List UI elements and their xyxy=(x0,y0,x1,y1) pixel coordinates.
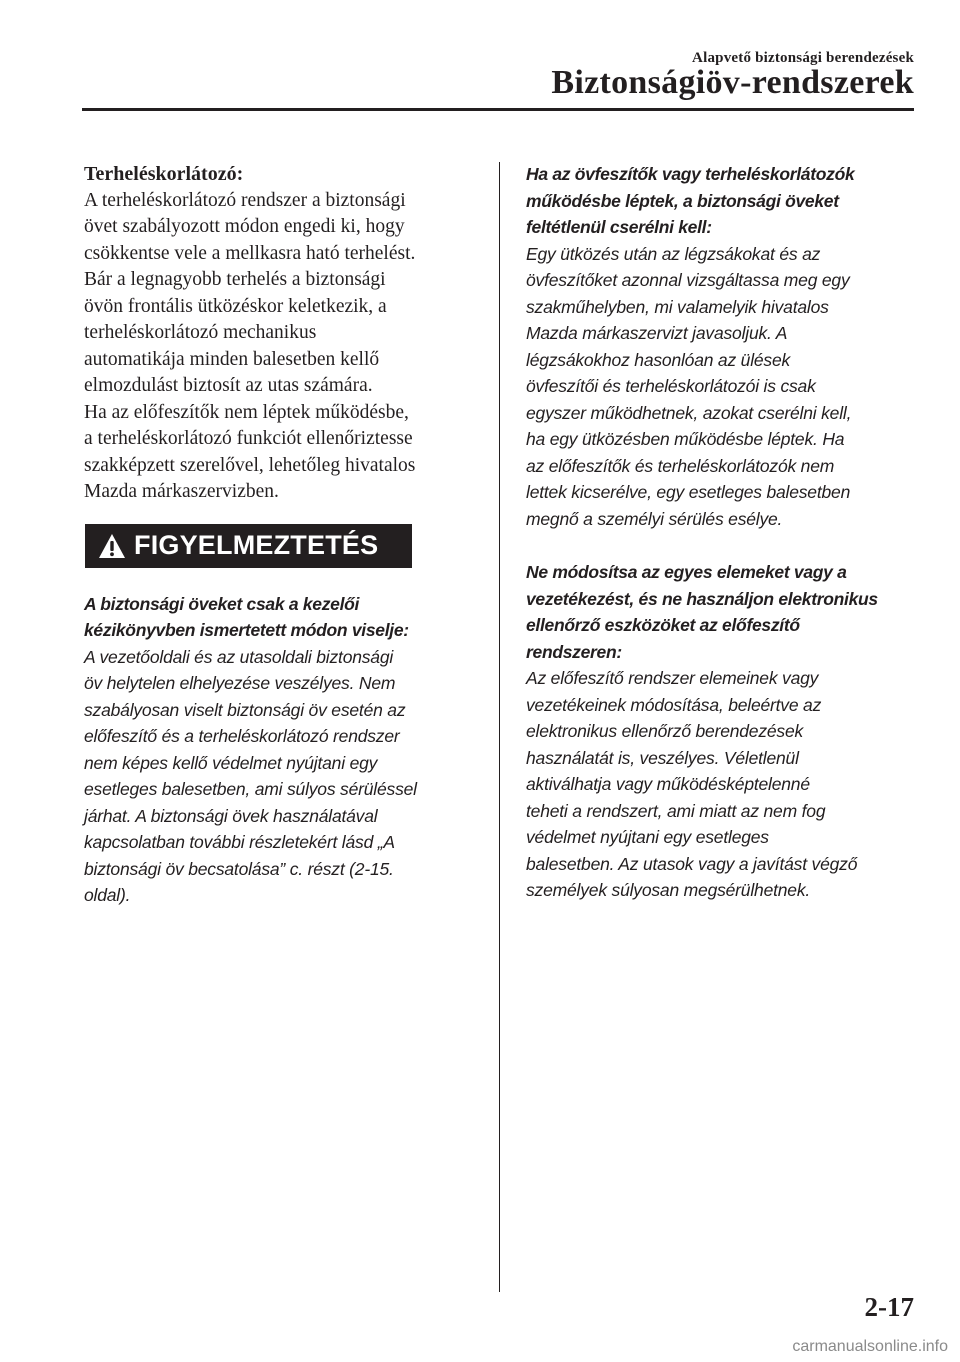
text-line: esetleges balesetben, ami súlyos sérüléssel xyxy=(84,779,417,799)
replacement-warning-body xyxy=(526,241,928,533)
text-line: elmozdulást biztosít az utas számára. xyxy=(84,375,373,396)
text-line: Az előfeszítő rendszer elemeinek vagy xyxy=(526,668,819,688)
modification-warning-body xyxy=(526,665,928,904)
text-line: Mazda márkaszervizt javasoljuk. A xyxy=(526,323,788,343)
text-line: övfeszítői és terheléskorlátozói is csak xyxy=(526,376,816,396)
text-line: A biztonsági öveket csak a kezelői xyxy=(84,593,360,614)
text-line: megnő a személyi sérülés esélye. xyxy=(526,508,783,529)
text-line: aktiválhatja vagy működésképtelenné xyxy=(526,774,810,794)
text-line: vezetékezést, és ne használjon elektronikus xyxy=(526,588,878,609)
text-line: Egy ütközés után az légzsákokat és az xyxy=(526,243,821,264)
text-line: szakképzett szerelővel, lehetőleg hivatalos xyxy=(84,454,416,476)
section-heading: Terheléskorlátozó: xyxy=(84,163,244,185)
text-line: védelmet nyújtani egy esetleges xyxy=(526,827,769,847)
text-line: biztonsági öv becsatolása” c. részt (2-15. xyxy=(84,858,394,879)
text-line: A terheléskorlátozó rendszer a biztonsági xyxy=(84,189,406,211)
page-title: Biztonságiöv-rendszerek xyxy=(551,64,914,101)
text-line: öv helytelen elhelyezése veszélyes. Nem xyxy=(84,673,396,693)
warning-heading xyxy=(84,591,486,644)
text-line: csökkentse vele a mellkasra ható terhelést. xyxy=(84,242,416,264)
text-line: ha egy ütközésben működésbe léptek. Ha xyxy=(526,429,845,449)
text-line: kapcsolatban további részletekért lásd „A xyxy=(84,832,395,852)
text-line: egyszer működhetnek, azokat cserélni kell, xyxy=(526,402,852,423)
text-line: balesetben. Az utasok vagy a javítást végző xyxy=(526,853,858,874)
modification-warning-heading xyxy=(526,559,928,665)
text-line: járhat. A biztonsági övek használatával xyxy=(84,805,378,826)
header-section-label: Alapvető biztonsági berendezések xyxy=(692,50,914,66)
text-line: A vezetőoldali és az utasoldali biztonsági xyxy=(84,646,394,667)
text-line: működésbe léptek, a biztonsági öveket xyxy=(526,190,839,211)
right-column xyxy=(526,161,928,904)
text-line: automatikája minden balesetben kellő xyxy=(84,348,380,370)
warning-triangle-icon xyxy=(98,533,126,559)
left-column xyxy=(84,161,486,909)
text-line: elektronikus ellenőrző berendezések xyxy=(526,721,804,741)
text-line: lettek kicserélve, egy esetleges balesetben xyxy=(526,482,851,502)
text-line: használatát is, veszélyes. Véletlenül xyxy=(526,747,799,768)
text-line: terheléskorlátozó mechanikus xyxy=(84,322,317,343)
text-line: teheti a rendszert, ami miatt az nem fog xyxy=(526,800,826,821)
text-line: légzsákokhoz hasonlóan az ülések xyxy=(526,349,791,370)
text-line: szabályosan viselt biztonsági öv esetén az xyxy=(84,699,406,720)
text-line: személyek súlyosan megsérülhetnek. xyxy=(526,880,811,900)
text-line: övfeszítőket azonnal vizsgáltassa meg egy xyxy=(526,270,850,290)
text-line: ellenőrző eszközöket az előfeszítő xyxy=(526,615,800,635)
load-limiter-paragraph xyxy=(84,188,486,506)
text-line: előfeszítő és a terheléskorlátozó rendszer xyxy=(84,726,400,746)
text-line: övet szabályozott módon engedi ki, hogy xyxy=(84,216,405,237)
text-line: Bár a legnagyobb terhelés a biztonsági xyxy=(84,269,386,290)
warning-label: FIGYELMEZTETÉS xyxy=(134,530,379,560)
page-number: 2-17 xyxy=(864,1292,914,1322)
text-line: feltétlenül cserélni kell: xyxy=(526,217,712,237)
text-line: a terheléskorlátozó funkciót ellenőriztesse xyxy=(84,428,413,449)
warning-banner xyxy=(85,524,412,568)
text-line: szakműhelyben, mi valamelyik hivatalos xyxy=(526,296,829,317)
column-divider xyxy=(499,162,500,1292)
text-line: Ha az előfeszítők nem léptek működésbe, xyxy=(84,401,409,423)
text-line: oldal). xyxy=(84,885,131,905)
text-line: kézikönyvben ismertetett módon viselje: xyxy=(84,620,409,640)
text-line: Ha az övfeszítők vagy terheléskorlátozók xyxy=(526,164,855,184)
header-rule xyxy=(82,108,914,111)
warning-body xyxy=(84,644,486,909)
text-line: nem képes kellő védelmet nyújtani egy xyxy=(84,752,378,773)
text-line: vezetékeinek módosítása, beleértve az xyxy=(526,694,822,715)
text-line: Mazda márkaszervizben. xyxy=(84,481,279,502)
text-line: övön frontális ütközéskor keletkezik, a xyxy=(84,295,387,317)
text-line: rendszeren: xyxy=(526,641,622,662)
replacement-warning-heading xyxy=(526,161,928,241)
watermark: carmanualsonline.info xyxy=(792,1338,948,1355)
text-line: Ne módosítsa az egyes elemeket vagy a xyxy=(526,562,847,582)
text-line: az előfeszítők és terheléskorlátozók nem xyxy=(526,455,835,476)
